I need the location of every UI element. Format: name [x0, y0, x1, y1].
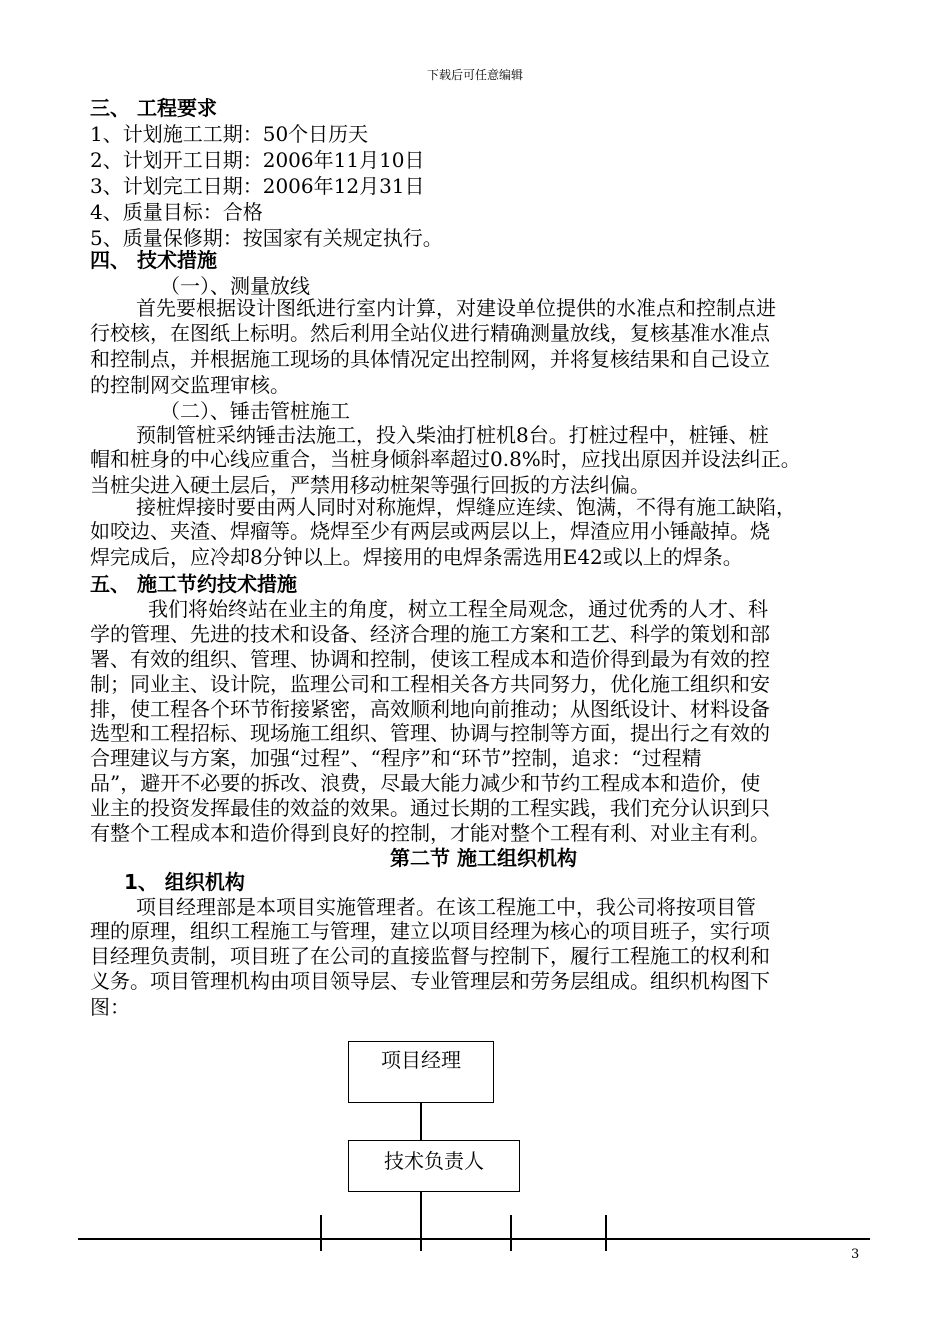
heading-requirements: 三、 工程要求: [90, 96, 217, 120]
text-line: 帽和桩身的中心线应重合，当桩身倾斜率超过0.8%时，应找出原因并设法纠正。: [90, 447, 801, 471]
subheading-piles: （二）、锤击管桩施工: [160, 399, 350, 423]
org-box-technical-lead: [348, 1140, 520, 1192]
heading-org: 1、 组织机构: [124, 870, 245, 894]
page-header: 下载后可任意编辑: [426, 68, 523, 82]
subheading-survey: （一）、测量放线: [160, 274, 310, 298]
text-line: 有整个工程成本和造价得到良好的控制，才能对整个工程有利、对业主有利。: [90, 821, 770, 845]
org-connector: [420, 1102, 422, 1140]
text-line: 义务。项目管理机构由项目领导层、专业管理层和劳务层组成。组织机构图下: [90, 969, 770, 993]
text-line: 制；同业主、设计院，监理公司和工程相关各方共同努力，优化施工组织和安: [90, 672, 770, 696]
org-connector: [420, 1191, 422, 1251]
text-line: 署、有效的组织、管理、协调和控制，使该工程成本和造价得到最为有效的控: [90, 647, 770, 671]
heading-saving: 五、 施工节约技术措施: [90, 572, 297, 596]
text-line: 项目经理部是本项目实施管理者。在该工程施工中，我公司将按项目管: [136, 895, 756, 919]
text-line: 1、计划施工工期：50个日历天: [90, 122, 369, 146]
text-line: 3、计划完工日期：2006年12月31日: [90, 174, 425, 198]
text-line: 选型和工程招标、现场施工组织、管理、协调与控制等方面，提出行之有效的: [90, 721, 770, 745]
text-line: 预制管桩采纳锤击法施工，投入柴油打桩机8台。打桩过程中，桩锤、桩: [136, 423, 769, 447]
text-line: 5、质量保修期：按国家有关规定执行。: [90, 226, 443, 250]
text-line: 4、质量目标：合格: [90, 200, 263, 224]
text-line: 焊完成后，应冷却8分钟以上。焊接用的电焊条需选用E42或以上的焊条。: [90, 545, 743, 569]
org-box-project-manager: [348, 1041, 494, 1103]
text-line: 行校核，在图纸上标明。然后利用全站仪进行精确测量放线，复核基准水准点: [90, 321, 770, 345]
heading-technical: 四、 技术措施: [90, 248, 217, 272]
text-line: 当桩尖进入硬土层后，严禁用移动桩架等强行回扳的方法纠偏。: [90, 473, 650, 497]
section-title: 第二节 施工组织机构: [390, 846, 577, 870]
text-line: 图：: [90, 995, 130, 1019]
org-connector: [320, 1215, 322, 1251]
org-connector: [510, 1215, 512, 1251]
text-line: 接桩焊接时要由两人同时对称施焊，焊缝应连续、饱满，不得有施工缺陷，: [136, 495, 796, 519]
text-line: 如咬边、夹渣、焊瘤等。烧焊至少有两层或两层以上，焊渣应用小锤敲掉。烧: [90, 519, 770, 543]
text-line: 的控制网交监理审核。: [90, 373, 290, 397]
org-horizontal-line: [78, 1238, 870, 1240]
org-box-label: 技术负责人: [384, 1149, 484, 1173]
text-line: 和控制点，并根据施工现场的具体情况定出控制网，并将复核结果和自己设立: [90, 347, 770, 371]
org-box-label: 项目经理: [381, 1048, 461, 1072]
text-line: 我们将始终站在业主的角度，树立工程全局观念，通过优秀的人才、科: [148, 597, 768, 621]
text-line: 品”，避开不必要的拆改、浪费，尽最大能力减少和节约工程成本和造价，使: [90, 771, 761, 795]
text-line: 首先要根据设计图纸进行室内计算，对建设单位提供的水准点和控制点进: [136, 296, 776, 320]
text-line: 理的原理，组织工程施工与管理，建立以项目经理为核心的项目班子，实行项: [90, 919, 770, 943]
page-number: 3: [851, 1247, 860, 1262]
text-line: 合理建议与方案，加强“过程”、“程序”和“环节”控制，追求：“过程精: [90, 746, 702, 770]
text-line: 2、计划开工日期：2006年11月10日: [90, 148, 425, 172]
org-connector: [605, 1215, 607, 1251]
text-line: 业主的投资发挥最佳的效益的效果。通过长期的工程实践，我们充分认识到只: [90, 796, 770, 820]
text-line: 排，使工程各个环节衔接紧密，高效顺利地向前推动；从图纸设计、材料设备: [90, 697, 770, 721]
text-line: 学的管理、先进的技术和设备、经济合理的施工方案和工艺、科学的策划和部: [90, 622, 770, 646]
text-line: 目经理负责制，项目班了在公司的直接监督与控制下，履行工程施工的权利和: [90, 944, 770, 968]
